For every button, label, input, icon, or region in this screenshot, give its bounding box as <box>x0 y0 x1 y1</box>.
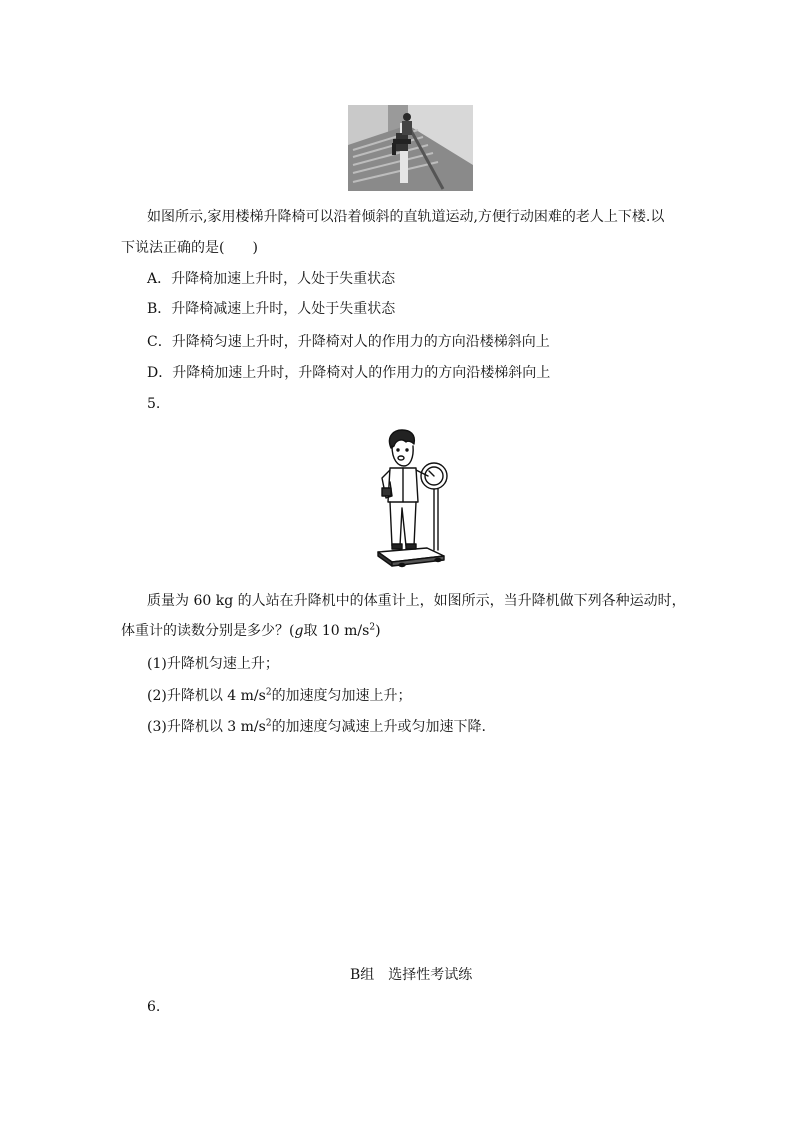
question-5-stem-line1: 质量为 60 kg 的人站在升降机中的体重计上，如图所示，当升降机做下列各种运动时， <box>147 593 686 609</box>
question-5-sub2: (2)升降机以 4 $m/s^2$的加速度匀加速上升； <box>147 687 412 704</box>
question-5-sub3: (3)升降机以 3 $m/s^2$的加速度匀减速上升或匀加速下降. <box>147 718 487 735</box>
question-4-stem-line2: 下说法正确的是( ) <box>121 240 258 256</box>
question-5-sub1: (1)升降机匀速上升； <box>147 656 279 672</box>
question-4-stem-line1: 如图所示,家用楼梯升降椅可以沿着倾斜的直轨道运动,方便行动困难的老人上下楼.以 <box>147 209 665 225</box>
question-5-stem-line2: 体重计的读数分别是多少？(g取 10 $m/s^2$) <box>121 622 381 639</box>
question-4-option-b: B．升降椅减速上升时，人处于失重状态 <box>147 301 396 317</box>
section-b-title: B组 选择性考试练 <box>350 967 473 983</box>
question-4-option-c: C．升降椅匀速上升时，升降椅对人的作用力的方向沿楼梯斜向上 <box>147 334 550 350</box>
question-6-number: 6. <box>147 999 161 1015</box>
question-4-option-d: D．升降椅加速上升时，升降椅对人的作用力的方向沿楼梯斜向上 <box>147 365 551 381</box>
stair-lift-photo <box>348 105 473 191</box>
question-4-option-a: A．升降椅加速上升时，人处于失重状态 <box>147 271 396 287</box>
question-5-number: 5. <box>147 396 161 412</box>
person-on-scale-figure <box>372 428 462 568</box>
